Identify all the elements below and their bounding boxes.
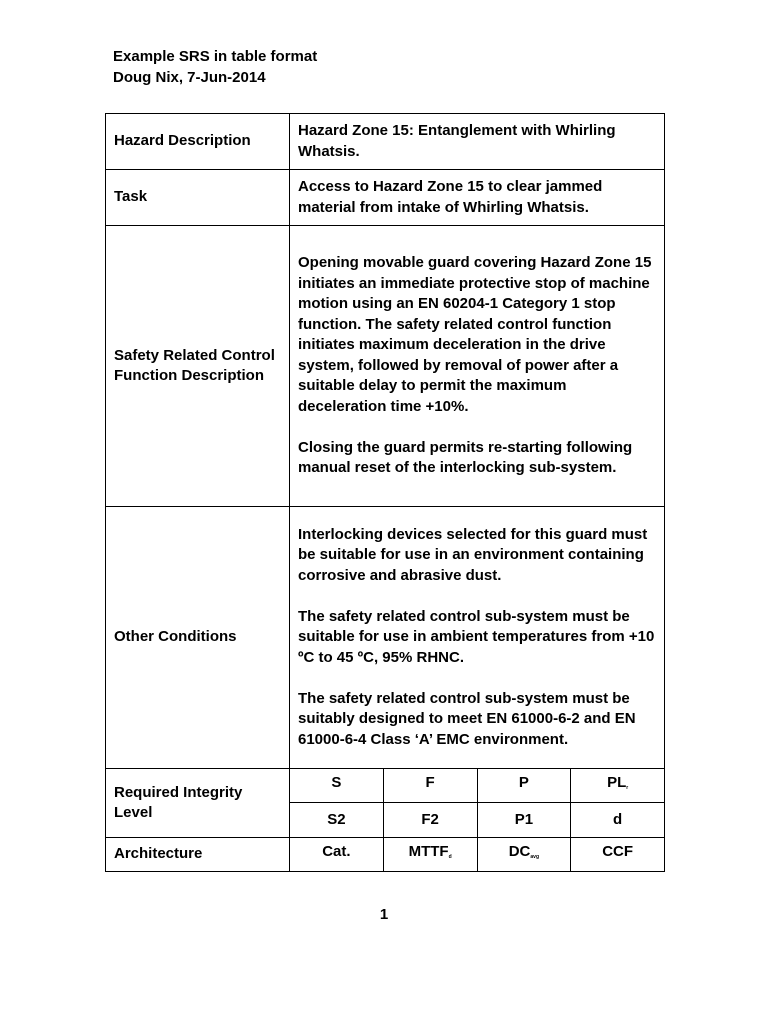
integrity-header-f bbox=[383, 769, 477, 803]
hazard-description-value: Hazard Zone 15: Entanglement with Whirling Whatsis. bbox=[290, 114, 665, 170]
integrity-header-s bbox=[290, 769, 384, 803]
other-conditions-value bbox=[290, 507, 665, 769]
architecture-row bbox=[106, 838, 665, 872]
cell-main-text: Cat. bbox=[322, 842, 351, 860]
srcf-paragraph: Opening movable guard covering Hazard Zone 15 initiates an immediate protective stop of machine motion using an EN 60204-1 Category 1 stop function. The safety related control function initiates maximum deceleration in the drive system, followed by removal of power after a suitable delay to permit the maximum deceleration time +10%. bbox=[298, 254, 652, 415]
page-number: 1 bbox=[379, 906, 389, 923]
condition-paragraph: Interlocking devices selected for this guard must be suitable for use in an environment containing corrosive and abrasive dust. bbox=[298, 525, 648, 584]
integrity-header-row bbox=[106, 769, 665, 803]
cell-main-text: CCF bbox=[602, 842, 634, 860]
hazard-description-row bbox=[106, 114, 665, 170]
cell-main-text: PL bbox=[607, 773, 627, 791]
hazard-description-label: Hazard Description bbox=[106, 114, 290, 170]
srcf-description-value bbox=[290, 226, 665, 507]
architecture-label: Architecture bbox=[106, 838, 290, 872]
author-date: Doug Nix, 7-Jun-2014 bbox=[113, 69, 266, 86]
task-label: Task bbox=[106, 170, 290, 226]
document-title: Example SRS in table format bbox=[113, 48, 318, 65]
srcf-paragraph: Closing the guard permits re-starting following manual reset of the interlocking sub-system. bbox=[298, 438, 633, 477]
cell-main-text: DC bbox=[508, 842, 531, 860]
task-row bbox=[106, 170, 665, 226]
srcf-description-row bbox=[106, 226, 665, 507]
architecture-ccf bbox=[571, 838, 665, 872]
integrity-header-pl bbox=[571, 769, 665, 803]
integrity-label: Required Integrity Level bbox=[106, 769, 290, 838]
cell-main-text: S bbox=[331, 773, 342, 791]
srs-table bbox=[105, 113, 665, 872]
architecture-cat bbox=[290, 838, 384, 872]
cell-subscript: avg bbox=[530, 853, 540, 860]
srcf-description-label: Safety Related Control Function Description bbox=[106, 226, 290, 507]
architecture-dcavg bbox=[477, 838, 571, 872]
integrity-header-p bbox=[477, 769, 571, 803]
integrity-value-p: P1 bbox=[477, 803, 571, 838]
architecture-mttfd bbox=[383, 838, 477, 872]
cell-main-text: MTTF bbox=[408, 842, 449, 860]
integrity-value-s: S2 bbox=[290, 803, 384, 838]
cell-subscript: d bbox=[448, 853, 452, 860]
document-header bbox=[113, 46, 317, 88]
condition-paragraph: The safety related control sub-system must be suitably designed to meet EN 61000-6-2 and EN 61000-6-4 Class ‘A’ EMC environment. bbox=[298, 689, 636, 748]
integrity-value-pl: d bbox=[571, 803, 665, 838]
cell-main-text: P bbox=[518, 773, 529, 791]
cell-subscript: r bbox=[626, 784, 629, 791]
other-conditions-row bbox=[106, 507, 665, 769]
other-conditions-label: Other Conditions bbox=[106, 507, 290, 769]
task-value: Access to Hazard Zone 15 to clear jammed material from intake of Whirling Whatsis. bbox=[290, 170, 665, 226]
condition-paragraph: The safety related control sub-system must be suitable for use in ambient temperatures from +10 ºC to 45 ºC, 95% RHNC. bbox=[298, 607, 655, 666]
cell-main-text: F bbox=[425, 773, 435, 791]
integrity-value-f: F2 bbox=[383, 803, 477, 838]
